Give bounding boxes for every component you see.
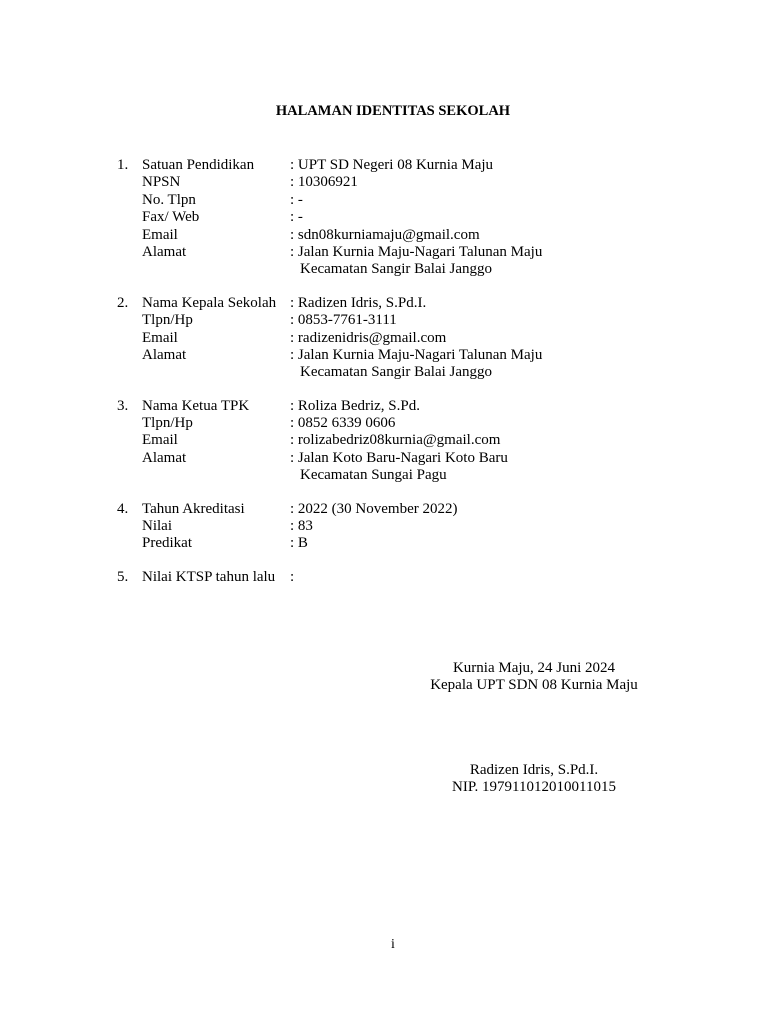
field-row — [117, 330, 717, 347]
section-ktsp — [117, 569, 717, 586]
field-label: Nilai KTSP tahun lalu — [142, 568, 276, 585]
field-label: Email — [142, 329, 178, 346]
field-label: Alamat — [142, 346, 187, 363]
field-value: : Radizen Idris, S.Pd.I. — [290, 294, 427, 311]
field-label: Alamat — [142, 449, 187, 466]
section-accreditation — [117, 501, 717, 553]
field-row-continuation — [117, 467, 717, 484]
signature-name: Radizen Idris, S.Pd.I. — [469, 762, 599, 778]
field-value-continuation: Kecamatan Sangir Balai Janggo — [300, 364, 493, 381]
field-row — [117, 398, 717, 415]
field-row — [117, 450, 717, 467]
field-value: : radizenidris@gmail.com — [290, 329, 447, 346]
field-row — [117, 174, 717, 191]
field-value: : sdn08kurniamaju@gmail.com — [290, 226, 480, 243]
section-school-unit — [117, 157, 717, 279]
field-value: : Jalan Kurnia Maju-Nagari Talunan Maju — [290, 243, 543, 260]
field-value: : B — [290, 535, 308, 552]
identity-list — [117, 157, 717, 602]
field-row — [117, 347, 717, 364]
field-value: : 0853-7761-3111 — [290, 312, 397, 329]
field-label: Alamat — [142, 243, 187, 260]
field-row — [117, 157, 717, 174]
field-row — [117, 244, 717, 261]
field-value: : 10306921 — [290, 174, 358, 191]
field-row — [117, 432, 717, 449]
field-value: : Jalan Kurnia Maju-Nagari Talunan Maju — [290, 346, 543, 363]
field-value-continuation: Kecamatan Sungai Pagu — [300, 467, 447, 484]
field-value: : - — [290, 191, 303, 208]
field-label: Fax/ Web — [142, 209, 200, 226]
field-value: : - — [290, 209, 303, 226]
field-row — [117, 295, 717, 312]
section-number: 4. — [117, 500, 129, 517]
field-label: Nama Ketua TPK — [142, 397, 250, 414]
signature-position: Kepala UPT SDN 08 Kurnia Maju — [430, 677, 638, 693]
signature-place-date: Kurnia Maju, 24 Juni 2024 — [452, 660, 616, 676]
field-value: : Roliza Bedriz, S.Pd. — [290, 397, 420, 414]
field-row — [117, 535, 717, 552]
field-value: : rolizabedriz08kurnia@gmail.com — [290, 432, 501, 449]
field-label: Nama Kepala Sekolah — [142, 294, 277, 311]
field-row — [117, 227, 717, 244]
section-principal — [117, 295, 717, 382]
section-number: 2. — [117, 294, 129, 311]
field-label: Tahun Akreditasi — [142, 500, 245, 517]
section-tpk-chair — [117, 398, 717, 485]
field-label: No. Tlpn — [142, 191, 196, 208]
field-row — [117, 192, 717, 209]
field-label: Nilai — [142, 518, 172, 535]
field-row — [117, 415, 717, 432]
field-label: Tlpn/Hp — [142, 312, 193, 329]
signature-nip: NIP. 197911012010011015 — [452, 779, 616, 795]
field-label: Email — [142, 226, 178, 243]
field-value: : UPT SD Negeri 08 Kurnia Maju — [290, 157, 494, 173]
field-value: : 2022 (30 November 2022) — [290, 500, 458, 517]
field-label: Email — [142, 432, 178, 449]
field-label: Predikat — [142, 535, 192, 552]
field-row — [117, 569, 717, 586]
field-label: Satuan Pendidikan — [142, 157, 255, 173]
field-row — [117, 312, 717, 329]
field-value: : 83 — [290, 518, 313, 535]
field-row — [117, 209, 717, 226]
field-row — [117, 501, 717, 518]
page-number: i — [391, 937, 395, 952]
field-row-continuation — [117, 364, 717, 381]
field-value: : Jalan Koto Baru-Nagari Koto Baru — [290, 449, 508, 466]
field-label: Tlpn/Hp — [142, 415, 193, 432]
section-number: 1. — [117, 157, 129, 173]
field-value: : — [290, 568, 295, 585]
page-title: HALAMAN IDENTITAS SEKOLAH — [275, 103, 511, 119]
field-label: NPSN — [142, 174, 181, 191]
field-value-continuation: Kecamatan Sangir Balai Janggo — [300, 261, 493, 278]
section-number: 5. — [117, 568, 129, 585]
field-row-continuation — [117, 261, 717, 278]
field-value: : 0852 6339 0606 — [290, 415, 396, 432]
section-number: 3. — [117, 397, 129, 414]
field-row — [117, 518, 717, 535]
